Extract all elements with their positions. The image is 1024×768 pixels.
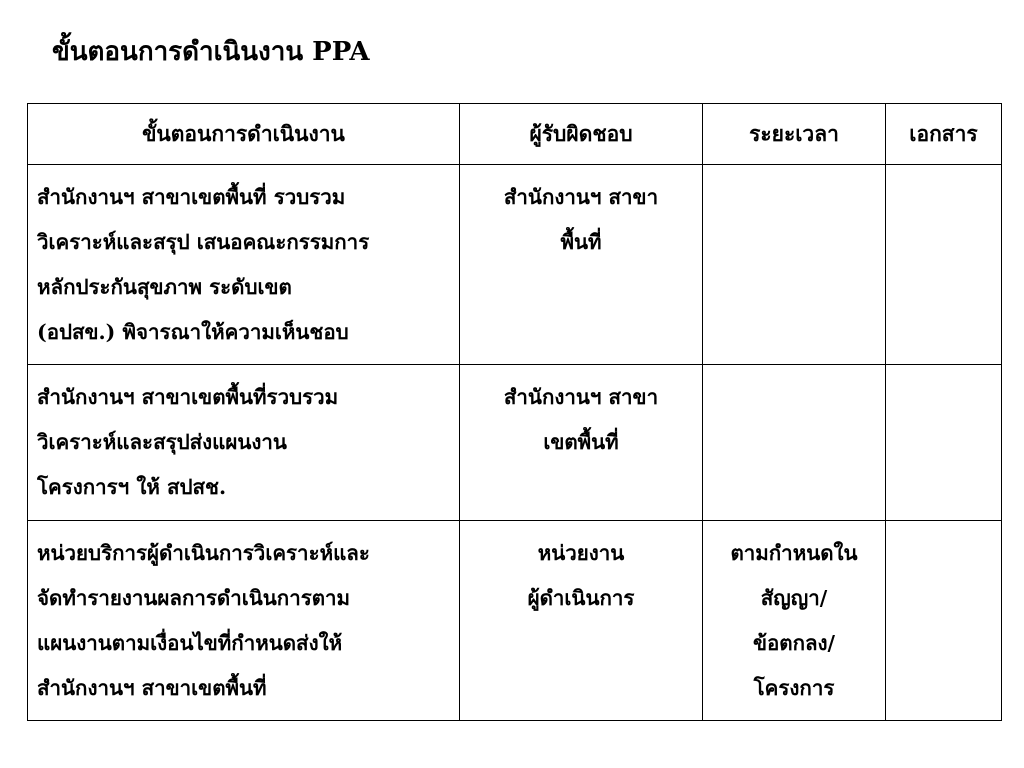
step-line: สำนักงานฯ สาขาเขตพื้นที่ รวบรวม [37, 185, 346, 209]
responsible-line: หน่วยงาน [537, 541, 625, 565]
table-row [28, 365, 1002, 521]
duration-line: โครงการ [753, 676, 835, 700]
step-line: หลักประกันสุขภาพ ระดับเขต [37, 275, 292, 299]
step-line: หน่วยบริการผู้ดำเนินการวิเคราะห์และ [37, 541, 370, 565]
duration-cell [703, 521, 886, 721]
responsible-cell [460, 165, 703, 365]
responsible-line: สำนักงานฯ สาขา [503, 385, 659, 409]
step-line: วิเคราะห์และสรุป เสนอคณะกรรมการ [37, 230, 370, 254]
step-cell [28, 165, 460, 365]
duration-cell [703, 365, 886, 521]
responsible-line: เขตพื้นที่ [543, 430, 619, 454]
header-step: ขั้นตอนการดำเนินงาน [28, 104, 460, 165]
document-cell [886, 365, 1002, 521]
process-table [27, 103, 1002, 721]
step-line: แผนงานตามเงื่อนไขที่กำหนดส่งให้ [37, 631, 343, 655]
responsible-line: ผู้ดำเนินการ [527, 586, 635, 610]
document-cell [886, 521, 1002, 721]
step-cell [28, 365, 460, 521]
table-header-row [28, 104, 1002, 165]
step-line: จัดทำรายงานผลการดำเนินการตาม [37, 586, 351, 610]
responsible-cell [460, 521, 703, 721]
step-line: วิเคราะห์และสรุปส่งแผนงาน [37, 430, 287, 454]
step-line: โครงการฯ ให้ สปสช. [37, 475, 227, 499]
header-document: เอกสาร [886, 104, 1002, 165]
duration-cell [703, 165, 886, 365]
table-row [28, 165, 1002, 365]
document-cell [886, 165, 1002, 365]
header-responsible: ผู้รับผิดชอบ [460, 104, 703, 165]
step-cell [28, 521, 460, 721]
duration-line: สัญญา/ [760, 586, 828, 610]
responsible-cell [460, 365, 703, 521]
step-line: (อปสข.) พิจารณาให้ความเห็นชอบ [37, 320, 349, 344]
table-row [28, 521, 1002, 721]
step-line: สำนักงานฯ สาขาเขตพื้นที่ [37, 676, 267, 700]
step-line: สำนักงานฯ สาขาเขตพื้นที่รวบรวม [37, 385, 339, 409]
page-title: ขั้นตอนการดำเนินงาน PPA [52, 37, 370, 67]
responsible-line: พื้นที่ [560, 230, 602, 254]
header-duration: ระยะเวลา [703, 104, 886, 165]
duration-line: ตามกำหนดใน [730, 541, 858, 565]
duration-line: ข้อตกลง/ [752, 631, 836, 655]
responsible-line: สำนักงานฯ สาขา [503, 185, 659, 209]
